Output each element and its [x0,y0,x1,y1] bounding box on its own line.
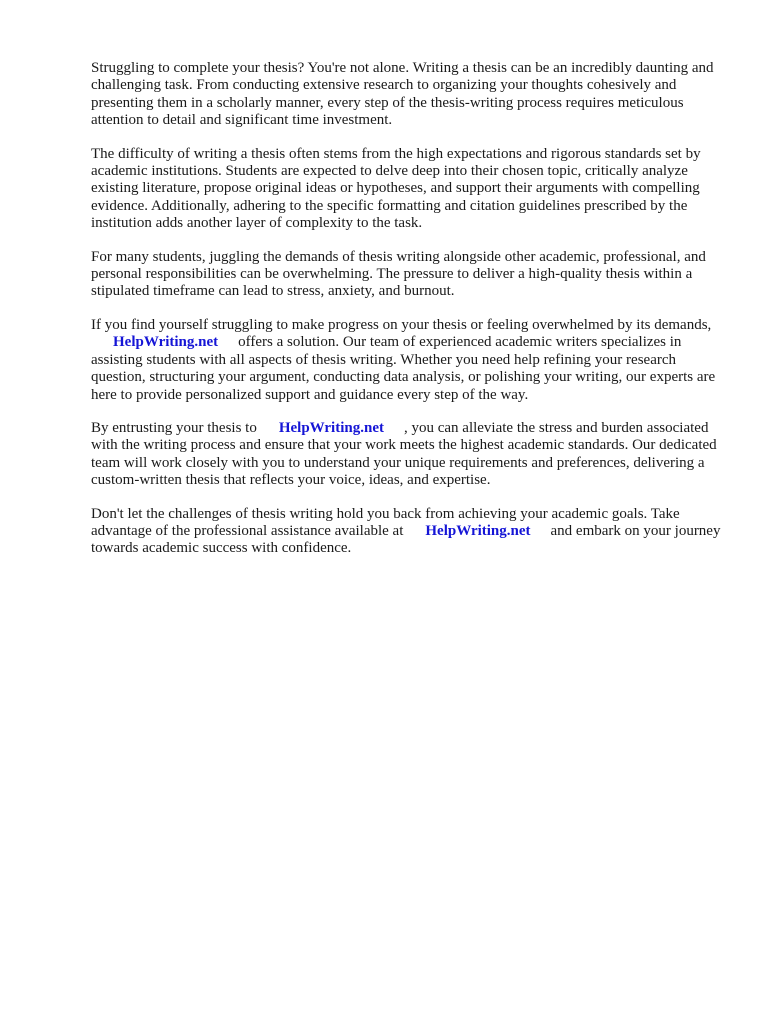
paragraph-students: For many students, juggling the demands of thesis writing alongside other academic, professional, and personal responsibilities can be overwhelming. The pressure to deliver a high-quality thesis within a stipulated timeframe can lead to stress, anxiety, and burnout. [91,248,706,300]
paragraph-entrusting [91,420,721,490]
paragraph-text: By entrusting your thesis to [91,419,257,436]
paragraph-text: and embark on your journey towards academic success with confidence. [91,522,721,557]
document-body [91,60,721,574]
paragraph-closing [91,506,721,558]
helpwriting-link[interactable]: HelpWriting.net [425,522,531,539]
paragraph-solution [91,317,721,404]
paragraph-intro: Struggling to complete your thesis? You're not alone. Writing a thesis can be an incredibly daunting and challenging task. From conducting extensive research to organizing your thoughts cohesively and presenting them in a scholarly manner, every step of the thesis-writing process requires meticulous attention to detail and significant time investment. [91,60,714,129]
paragraph-text: If you find yourself struggling to make progress on your thesis or feeling overwhelmed by its demands, [91,316,712,333]
paragraph-text: offers a solution. Our team of experienced academic writers specializes in assisting students with all aspects of thesis writing. Whether you need help refining your research question, structuring your argument, conducting data analysis, or polishing your writing, our experts are here to provide personalized support and guidance every step of the way. [91,334,716,403]
paragraph-difficulty: The difficulty of writing a thesis often stems from the high expectations and rigorous standards set by academic institutions. Students are expected to delve deep into their chosen topic, critically analyze existing literature, propose original ideas or hypotheses, and support their arguments with compelling evidence. Additionally, adhering to the specific formatting and citation guidelines prescribed by the institution adds another layer of complexity to the task. [91,145,701,232]
paragraph-text: Don't let the challenges of thesis writing hold you back from achieving your academic goals. Take advantage of the professional assistance available at [91,505,680,539]
helpwriting-link[interactable]: HelpWriting.net [113,334,219,351]
paragraph-text: , you can alleviate the stress and burden associated with the writing process and ensure that your work meets the highest academic standards. Our dedicated team will work closely with you to understand your unique requirements and preferences, delivering a custom-written thesis that reflects your voice, ideas, and expertise. [91,419,717,489]
helpwriting-link[interactable]: HelpWriting.net [278,419,384,436]
